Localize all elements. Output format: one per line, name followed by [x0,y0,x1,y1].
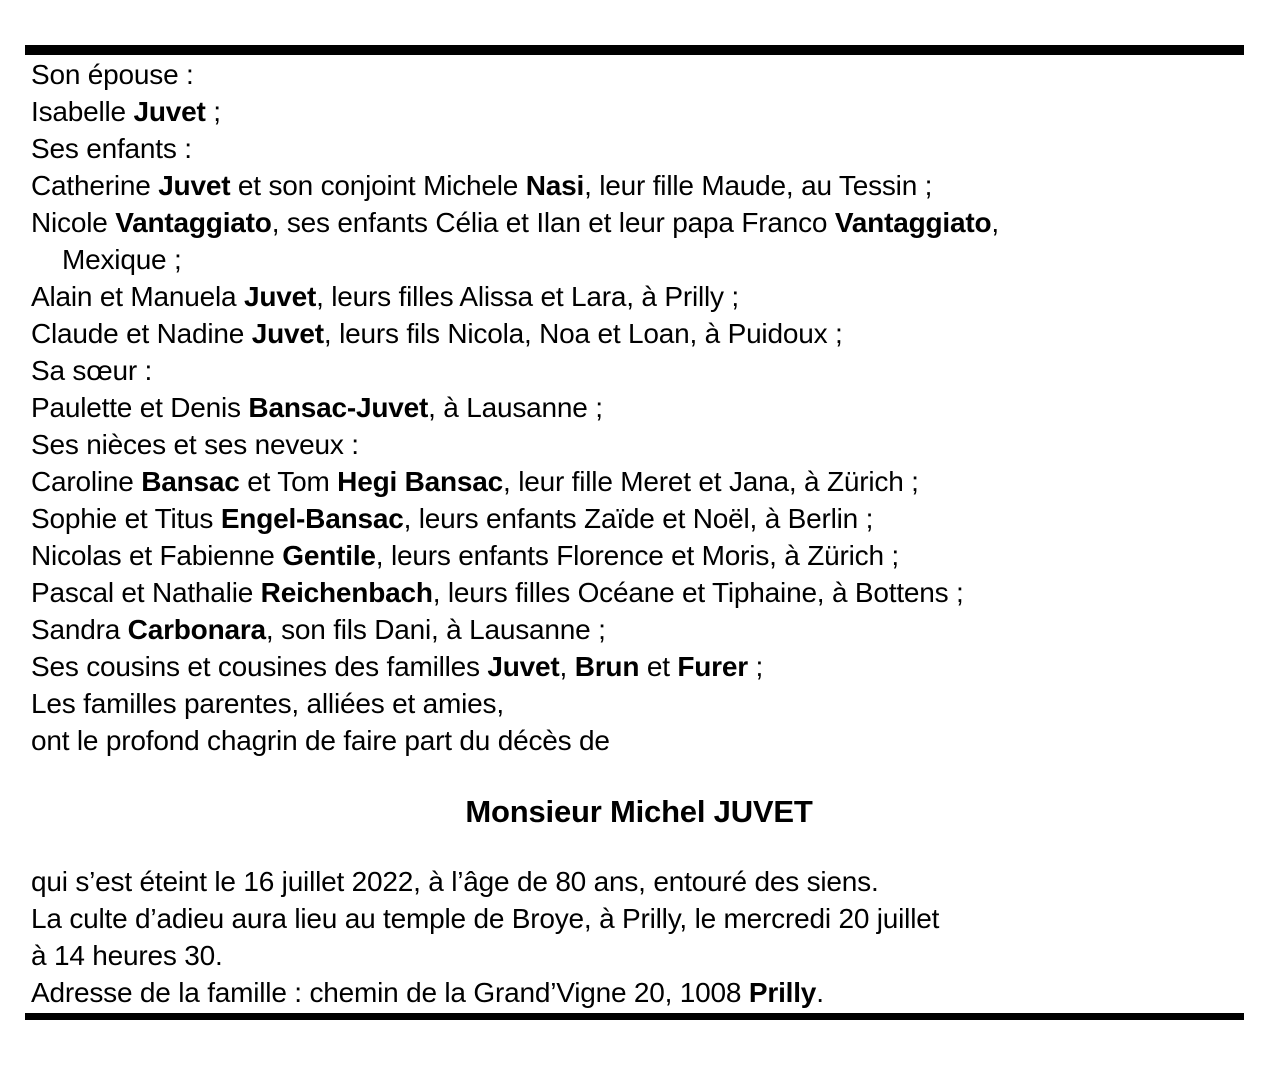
text-segment: La culte d’adieu aura lieu au temple de Broye, à Prilly, le mercredi 20 juillet [31,903,940,934]
notice-line [31,500,1247,537]
text-segment: et [639,651,678,682]
text-segment: Mexique ; [62,244,182,275]
text-segment: Paulette et Denis [31,392,249,423]
text-segment: ; [747,651,764,682]
family-name: Reichenbach [260,577,433,608]
family-name: Prilly [748,977,817,1008]
family-name: Brun [574,651,640,682]
text-segment: , leur fille Maude, au Tessin ; [584,170,933,201]
bottom-border-bar [25,1013,1244,1020]
text-segment: Sophie et Titus [31,503,221,534]
notice-line [31,130,1247,167]
text-segment: et Tom [239,466,338,497]
notice-line [31,167,1247,204]
text-segment: , ses enfants Célia et Ilan et leur papa Franco [271,207,835,238]
family-name: Engel-Bansac [220,503,404,534]
notice-line [31,93,1247,130]
deceased-name-title: Monsieur Michel JUVET [465,794,813,829]
text-segment: Pascal et Nathalie [31,577,261,608]
text-segment: Ses nièces et ses neveux : [31,429,359,460]
text-segment: Ses enfants : [31,133,192,164]
family-name: Juvet [158,170,231,201]
notice-line [31,352,1247,389]
family-name: Juvet [243,281,317,312]
notice-line [31,204,1247,241]
text-segment: ; [205,96,221,127]
notice-line [31,389,1247,426]
family-name: Bansac [141,466,240,497]
text-segment: Catherine [31,170,159,201]
text-segment: Alain et Manuela [31,281,244,312]
notice-line [31,278,1247,315]
text-segment: , leurs enfants Zaïde et Noël, à Berlin ; [403,503,874,534]
family-name: Hegi Bansac [337,466,504,497]
text-segment: , son fils Dani, à Lausanne ; [265,614,606,645]
family-name: Vantaggiato [834,207,992,238]
text-segment: Les familles parentes, alliées et amies, [31,688,504,719]
family-name: Nasi [525,170,585,201]
family-name: Furer [677,651,748,682]
family-name: Gentile [282,540,376,571]
family-name: Juvet [133,96,206,127]
family-name: Vantaggiato [115,207,272,238]
notice-line [31,648,1247,685]
text-segment: , leur fille Meret et Jana, à Zürich ; [503,466,919,497]
notice-line [31,241,1247,278]
notice-content [31,56,1247,1011]
text-segment: Nicole [31,207,116,238]
text-segment: Sandra [31,614,128,645]
text-segment: à 14 heures 30. [31,940,223,971]
text-segment: et son conjoint Michele [230,170,526,201]
notice-line [31,463,1247,500]
text-segment: , leurs fils Nicola, Noa et Loan, à Puidoux ; [323,318,843,349]
text-segment: Claude et Nadine [31,318,252,349]
text-segment: Sa sœur : [31,355,153,386]
family-name: Bansac-Juvet [248,392,429,423]
text-segment: Adresse de la famille : chemin de la Grand’Vigne 20, 1008 [31,977,749,1008]
text-segment: . [816,977,824,1008]
notice-line [31,537,1247,574]
notice-line [31,685,1247,722]
text-segment: , leurs filles Alissa et Lara, à Prilly ; [316,281,739,312]
text-segment: Isabelle [31,96,134,127]
text-segment: , leurs enfants Florence et Moris, à Zürich ; [375,540,899,571]
family-name: Juvet [487,651,560,682]
notice-line [31,900,1247,937]
text-segment: , [991,207,999,238]
notice-line [31,426,1247,463]
closing-details [31,863,1247,1011]
text-segment: Caroline [31,466,142,497]
text-segment: , [559,651,575,682]
text-segment: , à Lausanne ; [428,392,603,423]
text-segment: ont le profond chagrin de faire part du décès de [31,725,610,756]
text-segment: , leurs filles Océane et Tiphaine, à Bottens ; [432,577,964,608]
notice-line [31,937,1247,974]
family-list [31,56,1247,759]
family-name: Carbonara [127,614,266,645]
family-name: Juvet [251,318,324,349]
notice-line [31,974,1247,1011]
notice-line [31,722,1247,759]
notice-line [31,863,1247,900]
top-border-bar [25,45,1244,55]
text-segment: Nicolas et Fabienne [31,540,283,571]
notice-line [31,315,1247,352]
text-segment: Ses cousins et cousines des familles [31,651,488,682]
text-segment: Son épouse : [31,59,194,90]
notice-line [31,574,1247,611]
text-segment: qui s’est éteint le 16 juillet 2022, à l’âge de 80 ans, entouré des siens. [31,866,879,897]
notice-line [31,611,1247,648]
notice-line [31,56,1247,93]
